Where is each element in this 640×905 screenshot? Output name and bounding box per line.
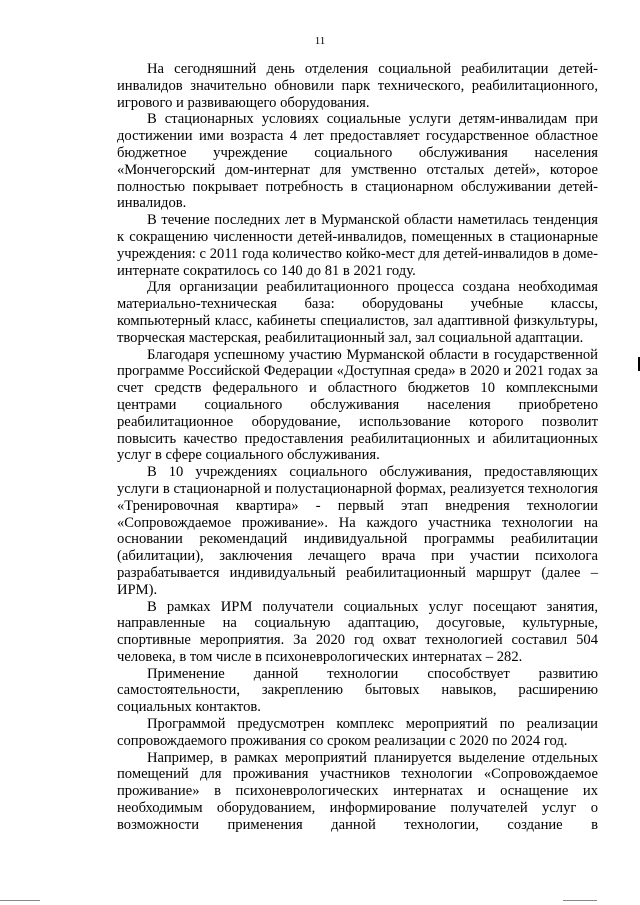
scan-edge-mark	[0, 900, 40, 901]
paragraph-equipment-update: На сегодняшний день отделения социальной реабилитации детей-инвалидов значительно обновили парк технического, реабилитационного, игрового и развивающего оборудования.	[117, 61, 598, 111]
paragraph-training-apartment: В 10 учреждениях социального обслуживания, предоставляющих услуги в стационарной и полустационарной формах, реализуется технология «Тренировочная квартира» - первый этап внедрения технологии «Сопровождаемое проживание». На каждого участника технологии на основании рекомендаций индивидуальной программы реабилитации (абилитации), заключения лечащего врача при участии психолога разрабатывается индивидуальный реабилитационный маршрут (далее – ИРМ).	[117, 464, 598, 598]
page-number: 11	[314, 35, 326, 47]
scan-edge-mark	[563, 900, 597, 901]
paragraph-irm-activities: В рамках ИРМ получатели социальных услуг посещают занятия, направленные на социальную адаптацию, досуговые, культурные, спортивные мероприятия. За 2020 год охват технологией составил 504 человека, в том числе в психоневрологических интернатах – 282.	[117, 598, 598, 665]
document-body	[117, 61, 598, 834]
paragraph-technology-benefits: Применение данной технологии способствует развитию самостоятельности, закреплению бытовых навыков, расширению социальных контактов.	[117, 665, 598, 716]
paragraph-inpatient-services: В стационарных условиях социальные услуги детям-инвалидам при достижении ими возраста 4 лет предоставляет государственное областное бюджетное учреждение социального обслуживания населения «Мончегорский дом-интернат для умственно отсталых детей», которое полностью покрывает потребность в стационарном обслуживании детей-инвалидов.	[117, 111, 598, 212]
paragraph-bed-reduction: В течение последних лет в Мурманской области наметилась тенденция к сокращению численности детей-инвалидов, помещенных в стационарные учреждения: с 2011 года количество койко-мест для детей-инвалидов в доме-интернате сократилось со 140 до 81 в 2021 году.	[117, 212, 598, 279]
paragraph-example-measures: Например, в рамках мероприятий планируется выделение отдельных помещений для проживания участников технологии «Сопровождаемое проживание» в психоневрологических интернатах и оснащение их необходимым оборудованием, информирование получателей услуг о возможности применения данной технологии, создание в	[117, 749, 598, 833]
paragraph-material-base: Для организации реабилитационного процесса создана необходимая материально-техническая база: оборудованы учебные классы, компьютерный класс, кабинеты специалистов, зал адаптивной физкультуры, творческая мастерская, реабилитационный зал, зал социальной адаптации.	[117, 279, 598, 346]
paragraph-accessible-environment: Благодаря успешному участию Мурманской области в государственной программе Российской Федерации «Доступная среда» в 2020 и 2021 годах за счет средств федерального и областного бюджетов 10 комплексными центрами социального обслуживания населения приобретено реабилитационное оборудование, использование которого позволит повысить качество предоставления реабилитационных и абилитационных услуг в сфере социального обслуживания.	[117, 346, 598, 464]
paragraph-program-measures: Программой предусмотрен комплекс мероприятий по реализации сопровождаемого проживания со сроком реализации с 2020 по 2024 год.	[117, 716, 598, 749]
